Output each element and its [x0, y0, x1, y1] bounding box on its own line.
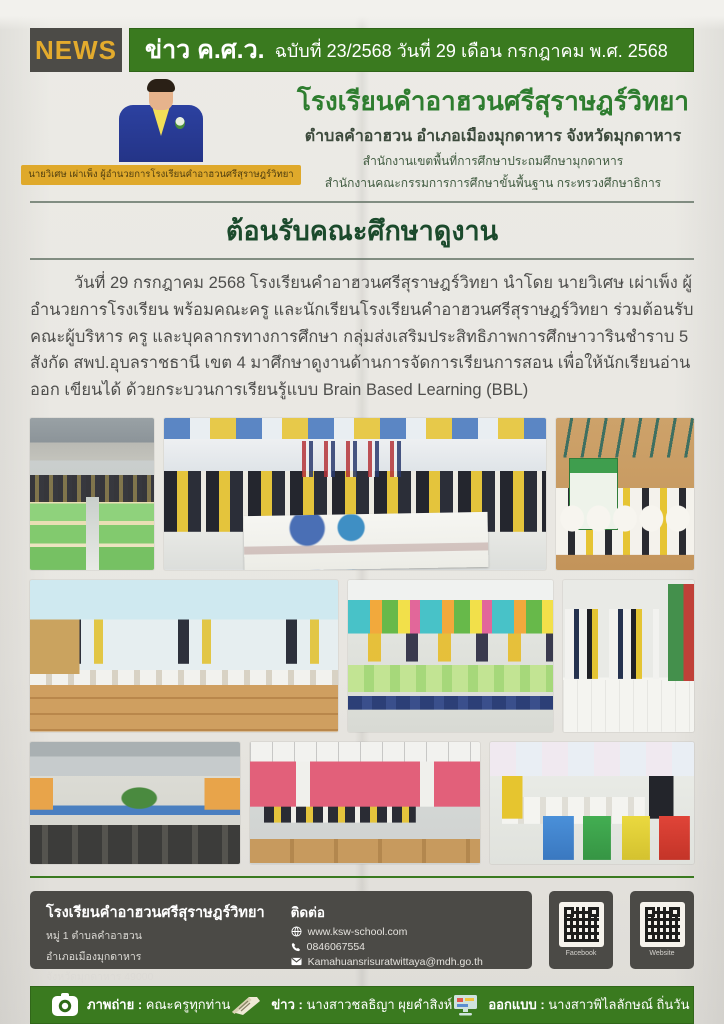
contact-website-row	[291, 926, 483, 938]
contact-phone: 0846067554	[306, 940, 366, 953]
school-org-line1: สำนักงานเขตพื้นที่การศึกษาประถมศึกษามุกดาหาร	[362, 154, 624, 169]
footer-school-name: โรงเรียนคำอาฮวนศรีสุราษฎร์วิทยา	[46, 904, 265, 921]
director-column	[30, 82, 292, 193]
phone-icon	[291, 942, 301, 952]
credit-news	[230, 993, 452, 1017]
photo-kindergarten	[348, 580, 553, 732]
director-photo-suit	[119, 105, 203, 162]
gallery-row-3	[30, 742, 694, 864]
globe-icon	[291, 926, 302, 937]
design-monitor-icon	[452, 993, 479, 1017]
gallery-row-2	[30, 580, 694, 732]
photo-recycling-bins	[490, 742, 694, 864]
facebook-qr-label: Facebook	[565, 950, 597, 958]
issue-title-details: ฉบับที่ 23/2568 วันที่ 29 เดือน กรกฎาคม พ.ศ. 2568	[274, 40, 668, 61]
director-photo	[113, 82, 209, 162]
qr-card-website	[630, 891, 694, 969]
footer-address-line3: จังหวัดมุกดาหาร 49000	[46, 971, 154, 984]
photo-group-banner	[164, 418, 546, 570]
credit-news-text	[271, 994, 452, 1015]
footer-contact-block	[290, 901, 483, 968]
photo-assembly-hall	[30, 418, 154, 570]
contact-phone-row	[291, 941, 483, 953]
article-body: วันที่ 29 กรกฎาคม 2568 โรงเรียนคำอาฮวนศรีสุราษฎร์วิทยา นำโดย นายวิเศษ เผ่าเพ็ง ผู้อำนวยการโรงเรียน พร้อมคณะครู และนักเรียนโรงเรียนคำอาฮวนศรีสุราษฎร์วิทยา ร่วมต้อนรับคณะผู้บริหาร ครู และบุคลากรทางการศึกษา กลุ่มส่งเสริมประสิทธิภาพการศึกษาวารินชำราบ 5 สังกัด สพป.อุบลราชธานี เขต 4 มาศึกษาดูงานด้านการจัดการเรียนการสอน เพื่อให้นักเรียนอ่านออก เขียนได้ ด้วยกระบวนการเรียนรู้แบบ Brain Based Learning (BBL)	[30, 274, 694, 400]
article-headline: ต้อนรับคณะศึกษาดูงาน	[225, 216, 499, 248]
envelope-icon	[291, 957, 302, 966]
contact-website: www.ksw-school.com	[307, 925, 408, 938]
credit-photography-text	[87, 994, 230, 1015]
credit-news-value: นางสาวชลธิญา ผุยคำสิงห์	[306, 997, 453, 1013]
school-heading	[292, 82, 694, 193]
contact-email-row	[291, 956, 483, 968]
school-org-line2: สำนักงานคณะกรรมการการศึกษาขั้นพื้นฐาน กระทรวงศึกษาธิการ	[324, 176, 662, 191]
footer-address-block	[46, 901, 265, 984]
contact-heading: ติดต่อ	[290, 904, 326, 920]
footer-info-box	[30, 891, 532, 984]
facebook-qr-code	[559, 902, 604, 947]
director-photo-head	[149, 82, 173, 110]
gallery-row-1	[30, 418, 694, 570]
photo-chart-boards	[556, 418, 694, 570]
credit-design-label: ออกแบบ :	[488, 997, 545, 1013]
footer-address-line2: อำเภอเมืองมุกดาหาร	[46, 950, 142, 963]
footer-address-line1: หมู่ 1 ตำบลคำอาฮวน	[46, 930, 142, 943]
contact-email: Kamahuansrisuratwittaya@mdh.go.th	[307, 955, 483, 968]
camera-icon	[52, 993, 78, 1017]
school-address: ตำบลคำอาฮวน อำเภอเมืองมุกดาหาร จังหวัดมุกดาหาร	[304, 128, 682, 146]
issue-title-name: ข่าว ค.ศ.ว.	[145, 36, 265, 64]
website-qr-label: Website	[649, 950, 675, 958]
credit-photography-label: ภาพถ่าย :	[87, 997, 143, 1013]
photo-classroom-observation	[30, 580, 338, 732]
credits-bar	[30, 986, 694, 1024]
green-divider	[30, 876, 694, 878]
news-badge: NEWS	[30, 28, 122, 72]
photo-students-standing	[563, 580, 694, 732]
credit-design	[452, 993, 689, 1017]
newspaper-icon	[230, 993, 262, 1017]
director-caption: นายวิเศษ เผ่าเพ็ง ผู้อำนวยการโรงเรียนคำอาฮวนศรีสุราษฎร์วิทยา	[21, 165, 300, 185]
divider-bottom	[30, 258, 694, 260]
credit-photography	[52, 993, 230, 1017]
header	[30, 28, 694, 72]
website-qr-code	[640, 902, 685, 947]
photo-pink-classroom	[250, 742, 480, 864]
photo-gallery	[30, 418, 694, 864]
photo-stage-performance	[30, 742, 240, 864]
footer	[30, 891, 694, 984]
credit-design-value: นางสาวพิไลลักษณ์ ถิ่นวัน	[548, 997, 690, 1013]
qr-card-facebook	[549, 891, 613, 969]
masthead	[30, 82, 694, 193]
credit-news-label: ข่าว :	[271, 997, 303, 1013]
credit-photography-value: คณะครูทุกท่าน	[145, 997, 231, 1013]
divider-top	[30, 201, 694, 203]
issue-title-bar	[129, 28, 694, 72]
credit-design-text	[488, 994, 689, 1015]
school-name: โรงเรียนคำอาฮวนศรีสุราษฎร์วิทยา	[297, 86, 689, 116]
